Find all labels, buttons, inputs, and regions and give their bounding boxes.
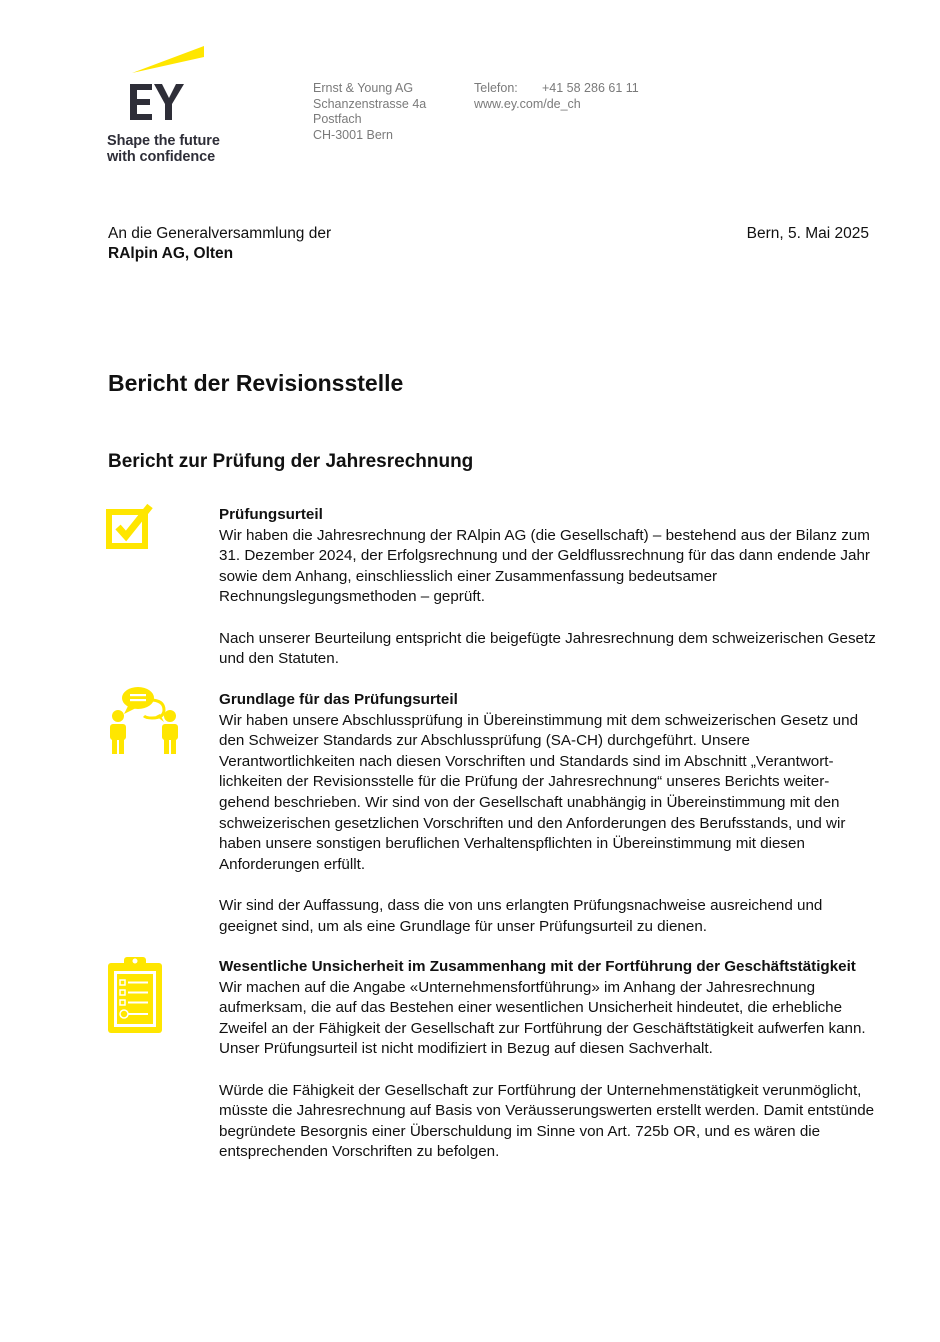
recipient-block (108, 224, 331, 264)
section-paragraph: Nach unserer Beurteilung entspricht die beigefügte Jahresrechnung dem schweizerischen Gesetz und den Statuten. (219, 629, 876, 668)
section-paragraph: Wir machen auf die Angabe «Unternehmensfortführung» im Anhang der Jahresrechnung aufmerksam, die auf das Bestehen einer wesentlichen Unsicherheit hindeutet, die erhebliche Zweifel an der Fähigkeit der Gesellschaft zur Fortführung der Geschäftstätigkeit aufwerfen kann. Unser Prüfungsurteil ist nicht modifiziert in Bezug auf diesen Sachverhalt. (219, 978, 866, 1058)
phone-label: Telefon: (474, 81, 518, 95)
phone-number: +41 58 286 61 11 (542, 81, 639, 95)
clipboard-checklist-icon (106, 955, 166, 1040)
recipient-name: RAlpin AG, Olten (108, 245, 234, 262)
section-paragraph: Wir sind der Auffassung, dass die von uns erlangten Prüfungsnachweise ausreichend und geeignet sind, um als eine Grundlage für unser Prüfungsurteil zu dienen. (219, 896, 823, 935)
tagline-line-2: with confidence (107, 149, 216, 165)
company-address (313, 81, 426, 143)
section-audit-opinion (219, 505, 879, 670)
section-basis-for-opinion (219, 690, 879, 937)
section-paragraph: Würde die Fähigkeit der Gesellschaft zur Fortführung der Unternehmenstätigkeit verunmöglicht, müsste die Jahresrechnung auf Basis von Veräusserungswerten erstellt werden. Damit entstünde begründete Besorgnis einer Überschuldung im Sinne von Art. 725b OR, und es wären die entsprechenden Vorschriften zu befolgen. (219, 1081, 875, 1161)
section-heading: Prüfungsurteil (219, 506, 323, 523)
section-going-concern (219, 957, 879, 1163)
document-date: Bern, 5. Mai 2025 (746, 225, 869, 242)
company-city: CH-3001 Bern (313, 127, 393, 142)
company-postbox: Postfach (313, 112, 362, 127)
logo-letter-y (154, 84, 184, 120)
company-street: Schanzenstrasse 4a (313, 96, 427, 111)
company-name: Ernst & Young AG (313, 81, 414, 95)
website-link[interactable]: www.ey.com/de_ch (474, 96, 581, 111)
section-heading: Wesentliche Unsicherheit im Zusammenhang mit der Fortführung der Geschäftstätigkeit (219, 958, 856, 975)
tagline-line-1: Shape the future (107, 133, 220, 149)
document-title: Bericht der Revisionsstelle (108, 370, 404, 396)
logo-beam (132, 46, 204, 73)
logo-tagline (107, 133, 220, 165)
company-contact (474, 81, 639, 112)
logo-letter-e (130, 84, 152, 120)
people-conversation-icon (106, 686, 182, 761)
checkbox-icon (106, 502, 158, 555)
section-paragraph: Wir haben unsere Abschlussprüfung in Übereinstimmung mit dem schweizerischen Gesetz und den Schweizer Standards zur Abschlussprüfung (SA-CH) durchgeführt. Unsere Verantwortlichkeiten nach diesen Vorschriften und Standards sind im Abschnitt „Verantwort-lichkeiten der Revisionsstelle für die Prüfung der Jahresrechnung“ unseres Berichts weiter-gehend beschrieben. Wir sind von der Gesellschaft unabhängig in Übereinstimmung mit den schweizerischen gesetzlichen Vorschriften und den Anforderungen des Berufsstands, und wir haben unsere sonstigen beruflichen Verhaltenspflichten in Übereinstimmung mit diesen Anforderungen erfüllt. (219, 711, 859, 873)
section-heading: Grundlage für das Prüfungsurteil (219, 691, 458, 708)
section-subtitle: Bericht zur Prüfung der Jahresrechnung (108, 451, 474, 472)
section-paragraph: Wir haben die Jahresrechnung der RAlpin AG (die Gesellschaft) – bestehend aus der Bilanz zum 31. Dezember 2024, der Erfolgsrechnung und der Geldflussrechnung für das dann endende Jahr sowie dem Anhang, einschliesslich einer Zusammenfassung bedeutsamer Rechnungslegungsmethoden – geprüft. (219, 526, 870, 606)
recipient-line: An die Generalversammlung der (108, 225, 332, 242)
